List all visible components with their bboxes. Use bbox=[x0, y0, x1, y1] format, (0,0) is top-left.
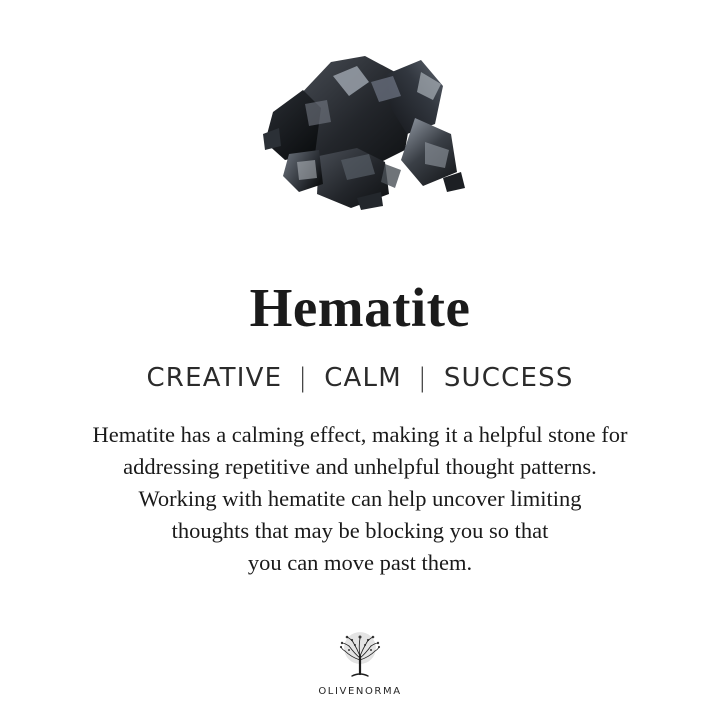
brand-name: OLIVENORMA bbox=[318, 686, 402, 697]
keyword-success: SUCCESS bbox=[443, 363, 574, 393]
keyword-row bbox=[146, 363, 573, 393]
hematite-crystal-image bbox=[245, 38, 475, 218]
brand-block bbox=[0, 626, 720, 697]
keyword-creative: CREATIVE bbox=[146, 363, 283, 393]
tree-of-life-icon bbox=[331, 626, 389, 684]
page-title: Hematite bbox=[249, 277, 471, 338]
description-text bbox=[30, 419, 690, 579]
keyword-separator: | bbox=[298, 363, 309, 393]
keyword-separator: | bbox=[417, 363, 428, 393]
description-line: Working with hematite can help uncover limiting bbox=[138, 485, 582, 511]
description-line: addressing repetitive and unhelpful thought patterns. bbox=[123, 453, 597, 479]
keyword-calm: CALM bbox=[324, 363, 402, 393]
description-line: Hematite has a calming effect, making it a helpful stone for bbox=[92, 422, 628, 447]
description-line: you can move past them. bbox=[247, 549, 473, 575]
stone-image-area bbox=[0, 0, 720, 280]
description-line: thoughts that may be blocking you so that bbox=[171, 517, 549, 543]
